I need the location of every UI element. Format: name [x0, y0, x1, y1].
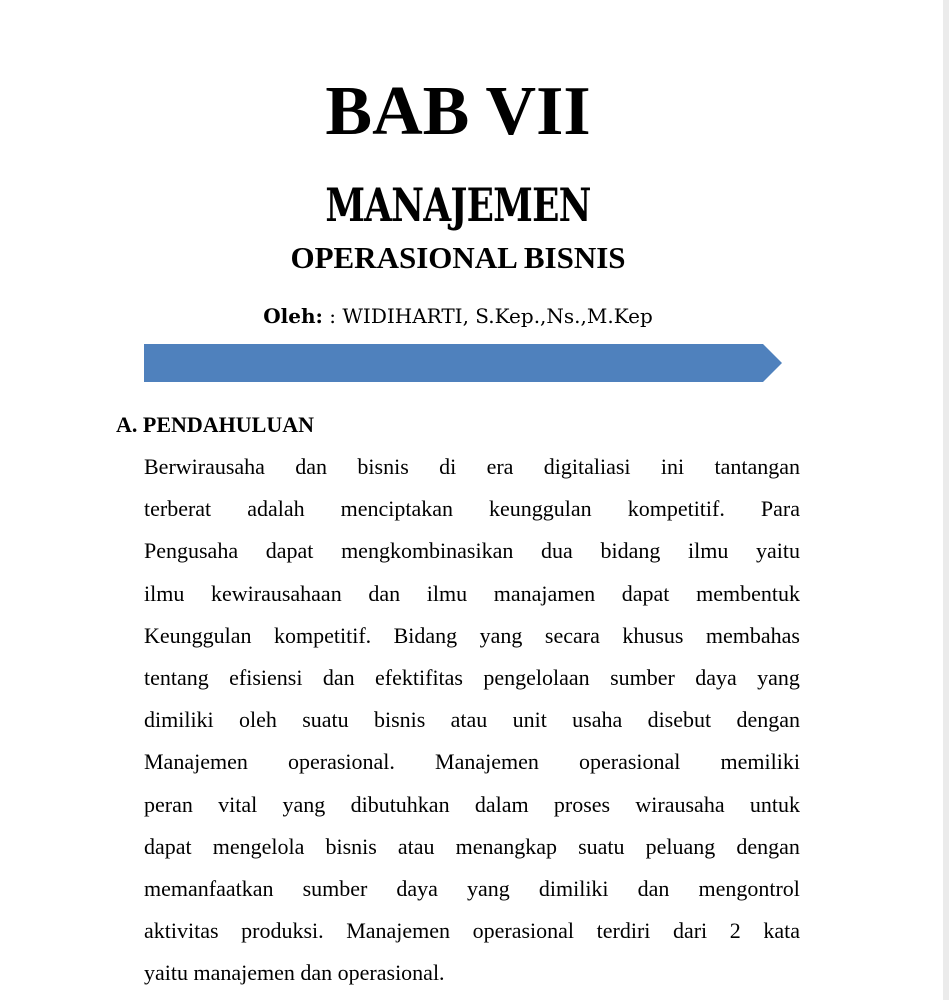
chapter-title: BAB VII — [325, 73, 591, 150]
word: suatu — [578, 833, 625, 859]
scrollbar-track[interactable] — [943, 0, 949, 1000]
banner-arrow — [144, 344, 784, 384]
word: kompetitif. — [274, 622, 372, 648]
word: dan — [322, 664, 355, 690]
word: oleh — [239, 707, 277, 733]
word: memanfaatkan — [144, 875, 274, 901]
word: 2 — [729, 918, 741, 944]
word: vital — [218, 791, 258, 817]
word: dan — [637, 875, 670, 901]
word: adalah — [247, 496, 305, 522]
word: dapat — [144, 833, 192, 859]
author-label: Oleh: — [263, 304, 323, 328]
paragraph-line — [144, 573, 800, 615]
word: bisnis — [373, 707, 426, 733]
word: era — [486, 454, 514, 479]
title-line-2: OPERASIONAL BISNIS — [290, 240, 626, 275]
word: yang — [282, 791, 326, 817]
paragraph-line — [144, 826, 800, 868]
word: operasional. — [287, 749, 395, 775]
word: untuk — [749, 791, 800, 817]
word: manajamen — [493, 580, 596, 606]
word: unit — [512, 707, 547, 733]
word: yang — [757, 664, 800, 690]
word: efektifitas — [375, 664, 463, 690]
paragraph-line — [144, 657, 800, 699]
author-name: : WIDIHARTI, S.Kep.,Ns.,M.Kep — [329, 304, 653, 328]
word: wirausaha — [635, 791, 725, 817]
word: kata — [763, 918, 800, 944]
word: produksi. — [241, 918, 324, 944]
word: efisiensi — [229, 664, 303, 690]
word: tentang — [144, 664, 209, 690]
paragraph-line — [144, 868, 800, 910]
word: yang — [479, 622, 523, 648]
word: Manajemen — [435, 749, 539, 775]
word: pengelolaan — [483, 664, 590, 690]
word: bisnis — [357, 454, 409, 479]
word: kewirausahaan — [210, 580, 342, 606]
paragraph-line — [144, 910, 800, 952]
word: ilmu — [688, 538, 729, 564]
word: dua — [541, 538, 573, 564]
word: secara — [544, 622, 600, 648]
word: terberat — [144, 496, 212, 522]
title-line-1: MANAJEMEN — [325, 178, 591, 232]
word: dengan — [736, 707, 800, 733]
word: daya — [396, 875, 438, 901]
word: Berwirausaha — [144, 454, 265, 479]
word: dalam — [474, 791, 529, 817]
section-heading: A. PENDAHULUAN — [116, 412, 314, 437]
word: dengan — [736, 833, 800, 859]
word: membentuk — [696, 580, 800, 606]
paragraph-line — [144, 784, 800, 826]
word: Manajemen — [346, 918, 451, 944]
word: ilmu — [144, 580, 185, 606]
word: usaha — [572, 707, 623, 733]
word: bisnis — [325, 833, 377, 859]
word: mengkombinasikan — [341, 538, 514, 564]
word: disebut — [647, 707, 712, 733]
word: Para — [760, 496, 800, 522]
word: Bidang — [393, 622, 458, 648]
word: memiliki — [720, 749, 800, 775]
word: yaitu — [756, 538, 800, 564]
word: mengontrol — [698, 875, 800, 901]
author-line — [0, 302, 916, 330]
word: dan — [295, 454, 328, 479]
word: aktivitas — [144, 918, 219, 944]
word: operasional — [472, 918, 575, 944]
word: menangkap — [455, 833, 558, 859]
paragraph-line — [144, 488, 800, 530]
word: daya — [695, 664, 737, 690]
paragraph-line — [144, 446, 800, 488]
word: Keunggulan — [144, 622, 252, 648]
word: dibutuhkan — [350, 791, 450, 817]
word: ilmu — [426, 580, 468, 606]
word: di — [439, 454, 457, 479]
word: kompetitif. — [627, 496, 725, 522]
body-paragraph — [144, 446, 800, 994]
paragraph-line — [144, 530, 800, 572]
word: atau — [450, 707, 488, 733]
word: terdiri — [596, 918, 651, 944]
word: mengelola — [212, 833, 305, 859]
word: proses — [553, 791, 611, 817]
word: yang — [467, 875, 510, 901]
word: membahas — [705, 622, 800, 648]
paragraph-line — [144, 699, 800, 741]
word: operasional — [579, 749, 681, 775]
word: menciptakan — [340, 496, 454, 522]
word: bidang — [600, 538, 661, 564]
word: dimiliki — [144, 707, 214, 733]
word: ini — [660, 454, 685, 479]
word: dimiliki — [538, 875, 609, 901]
word: peran — [144, 791, 193, 817]
word: Pengusaha — [144, 538, 239, 564]
word: khusus — [622, 622, 684, 648]
word: dapat — [265, 538, 314, 564]
word: dapat — [621, 580, 670, 606]
word: peluang — [645, 833, 716, 859]
word: sumber — [610, 664, 675, 690]
paragraph-line — [144, 741, 800, 783]
word: Manajemen — [144, 749, 248, 775]
banner-arrow-shape — [144, 344, 782, 382]
paragraph-line — [144, 615, 800, 657]
word: dari — [672, 918, 708, 944]
word: atau — [397, 833, 435, 859]
word: sumber — [302, 875, 368, 901]
word: dan — [368, 580, 401, 606]
paragraph-line: yaitu manajemen dan operasional. — [144, 960, 445, 986]
word: tantangan — [714, 454, 800, 479]
word: suatu — [302, 707, 349, 733]
word: keunggulan — [489, 496, 592, 522]
word: digitaliasi — [543, 454, 631, 479]
